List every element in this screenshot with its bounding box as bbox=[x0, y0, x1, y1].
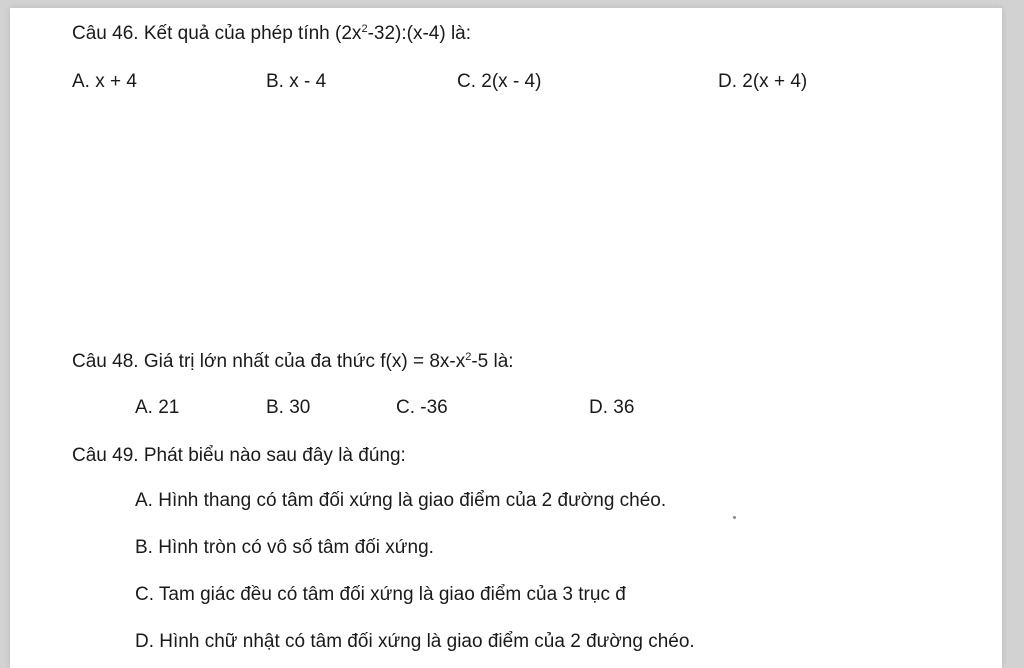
q46-option-c: C. 2(x - 4) bbox=[457, 71, 542, 92]
question-48-text-before: Câu 48. Giá trị lớn nhất của đa thức f(x) = 8x-x bbox=[72, 351, 466, 372]
question-49: Câu 49. Phát biểu nào sau đây là đúng: bbox=[72, 445, 406, 466]
question-48-text-after: -5 là: bbox=[471, 351, 514, 372]
q46-option-d: D. 2(x + 4) bbox=[718, 71, 808, 92]
question-46-text-after: -32):(x-4) là: bbox=[367, 23, 472, 44]
question-48-exponent: 2 bbox=[465, 351, 472, 363]
q48-option-c: C. -36 bbox=[396, 397, 448, 418]
q49-option-d: D. Hình chữ nhật có tâm đối xứng là giao điểm của 2 đường chéo. bbox=[135, 631, 695, 652]
question-46 bbox=[72, 22, 471, 46]
q48-option-d: D. 36 bbox=[589, 397, 635, 418]
document-page bbox=[10, 8, 1002, 668]
question-46-exponent: 2 bbox=[361, 23, 368, 35]
q48-option-b: B. 30 bbox=[266, 397, 311, 418]
q49-option-c: C. Tam giác đều có tâm đối xứng là giao điểm của 3 trục đ bbox=[135, 584, 626, 605]
q48-option-a: A. 21 bbox=[135, 397, 180, 418]
q49-option-b: B. Hình tròn có vô số tâm đối xứng. bbox=[135, 537, 434, 558]
q49-option-a: A. Hình thang có tâm đối xứng là giao điểm của 2 đường chéo. bbox=[135, 490, 667, 511]
q46-option-b: B. x - 4 bbox=[266, 71, 327, 92]
stray-mark bbox=[733, 516, 736, 519]
question-46-text-before: Câu 46. Kết quả của phép tính (2x bbox=[72, 23, 362, 44]
question-48 bbox=[72, 350, 514, 374]
q46-option-a: A. x + 4 bbox=[72, 71, 137, 92]
